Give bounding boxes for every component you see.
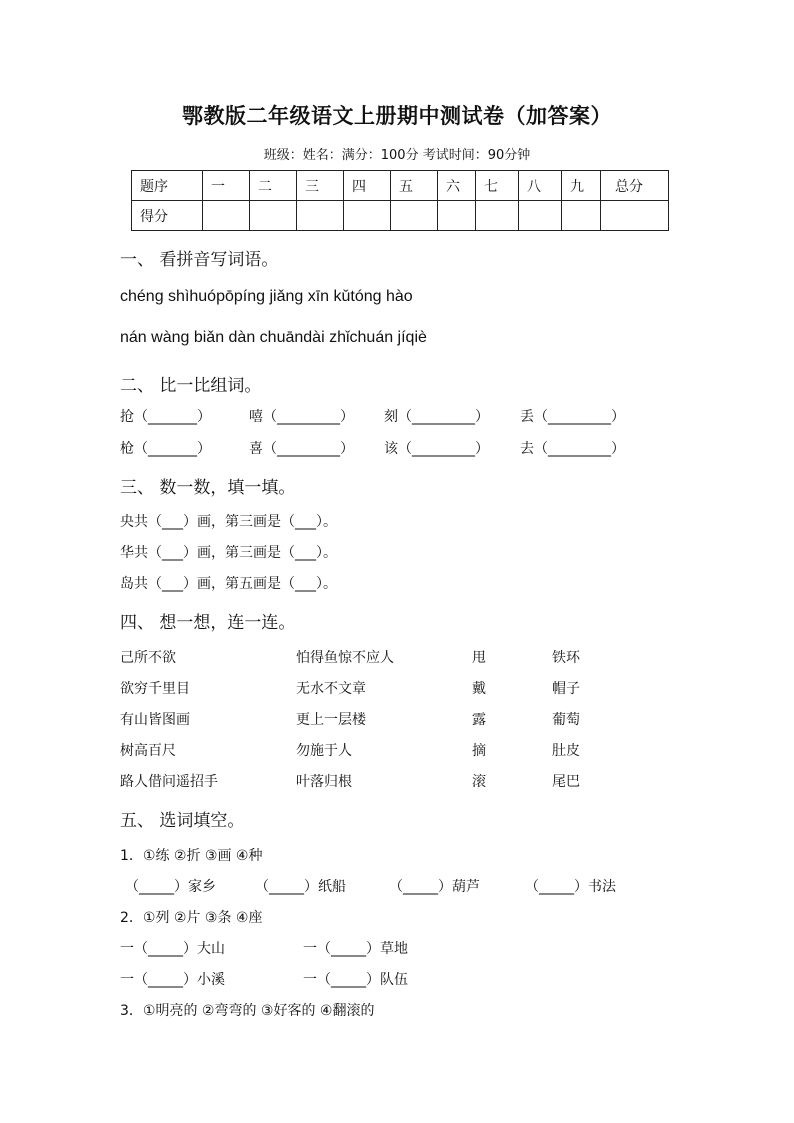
match-noun-item: 尾巴 (552, 774, 580, 790)
score-cell[interactable] (344, 201, 391, 231)
match-right-item: 勿施于人 (296, 743, 352, 759)
stroke-count-line: 央共（___）画，第三画是（___）。 (120, 514, 337, 530)
score-cell[interactable] (519, 201, 562, 231)
score-cell[interactable] (203, 201, 250, 231)
score-table-header-cell: 六 (438, 171, 476, 201)
match-noun-item: 帽子 (552, 681, 580, 697)
pinyin-line-2: nán wàng biǎn dàn chuāndài zhǐchuán jíqiè (120, 329, 427, 346)
section-2-heading: 二、 比一比组词。 (120, 376, 262, 396)
score-cell[interactable] (250, 201, 297, 231)
q1-blank: （_____）家乡 (125, 879, 216, 895)
score-cell[interactable] (601, 201, 669, 231)
word-compare-item: 该（_________） (384, 441, 489, 457)
page-title: 鄂教版二年级语文上册期中测试卷（加答案） (182, 103, 612, 128)
q1-blank: （_____）书法 (525, 879, 616, 895)
score-cell[interactable] (438, 201, 476, 231)
q2-options: 2．①列 ②片 ③条 ④座 (120, 910, 263, 926)
section-3-heading: 三、 数一数，填一填。 (120, 478, 296, 498)
match-verb-item: 摘 (472, 743, 486, 759)
match-left-item: 欲穷千里目 (120, 681, 190, 697)
word-compare-item: 嘻（_________） (249, 409, 354, 425)
score-table-header-cell: 三 (297, 171, 344, 201)
score-table-header-cell: 九 (562, 171, 601, 201)
match-left-item: 有山皆图画 (120, 712, 190, 728)
match-right-item: 怕得鱼惊不应人 (296, 650, 394, 666)
q3-options: 3．①明亮的 ②弯弯的 ③好客的 ④翻滚的 (120, 1003, 375, 1019)
score-table-row-label: 得分 (132, 201, 203, 231)
score-table-score-row (132, 201, 669, 231)
stroke-count-line: 岛共（___）画，第五画是（___）。 (120, 576, 337, 592)
section-1-heading: 一、 看拼音写词语。 (120, 250, 279, 270)
score-cell[interactable] (476, 201, 519, 231)
exam-info: 班级：姓名：满分：100分 考试时间：90分钟 (263, 148, 531, 163)
score-table (131, 170, 669, 231)
match-verb-item: 甩 (472, 650, 486, 666)
q2-blank: 一（_____）大山 (120, 941, 225, 957)
match-verb-item: 戴 (472, 681, 486, 697)
score-table-header-cell: 二 (250, 171, 297, 201)
stroke-count-line: 华共（___）画，第三画是（___）。 (120, 545, 337, 561)
score-cell[interactable] (391, 201, 438, 231)
match-noun-item: 肚皮 (552, 743, 580, 759)
match-left-item: 树高百尺 (120, 743, 176, 759)
section-5-heading: 五、 选词填空。 (120, 811, 245, 831)
score-table-header-cell: 一 (203, 171, 250, 201)
score-table-header-row (132, 171, 669, 201)
q2-blank: 一（_____）队伍 (303, 972, 408, 988)
word-compare-item: 枪（_______） (120, 441, 211, 457)
q2-blank: 一（_____）草地 (303, 941, 408, 957)
match-right-item: 叶落归根 (296, 774, 352, 790)
score-table-header-cell: 总分 (601, 171, 669, 201)
score-table-header-cell: 四 (344, 171, 391, 201)
match-noun-item: 葡萄 (552, 712, 580, 728)
score-table-header-cell: 七 (476, 171, 519, 201)
score-table-header-cell: 题序 (132, 171, 203, 201)
score-cell[interactable] (297, 201, 344, 231)
score-cell[interactable] (562, 201, 601, 231)
word-compare-item: 丢（_________） (520, 409, 625, 425)
q2-blank: 一（_____）小溪 (120, 972, 225, 988)
score-table-header-cell: 八 (519, 171, 562, 201)
match-left-item: 己所不欲 (120, 650, 176, 666)
match-right-item: 更上一层楼 (296, 712, 366, 728)
q1-blank: （_____）葫芦 (389, 879, 480, 895)
word-compare-item: 喜（_________） (249, 441, 354, 457)
match-left-item: 路人借问遥招手 (120, 774, 218, 790)
word-compare-item: 抢（_______） (120, 409, 211, 425)
score-table-header-cell: 五 (391, 171, 438, 201)
match-right-item: 无水不文章 (296, 681, 366, 697)
q1-options: 1．①练 ②折 ③画 ④种 (120, 848, 263, 864)
pinyin-line-1: chéng shìhuópōpíng jiǎng xīn kǔtóng hào (120, 288, 413, 305)
match-noun-item: 铁环 (552, 650, 580, 666)
match-verb-item: 滚 (472, 774, 486, 790)
section-4-heading: 四、 想一想，连一连。 (120, 613, 296, 633)
word-compare-item: 去（_________） (520, 441, 625, 457)
word-compare-item: 刻（_________） (384, 409, 489, 425)
match-verb-item: 露 (472, 712, 486, 728)
q1-blank: （_____）纸船 (255, 879, 346, 895)
